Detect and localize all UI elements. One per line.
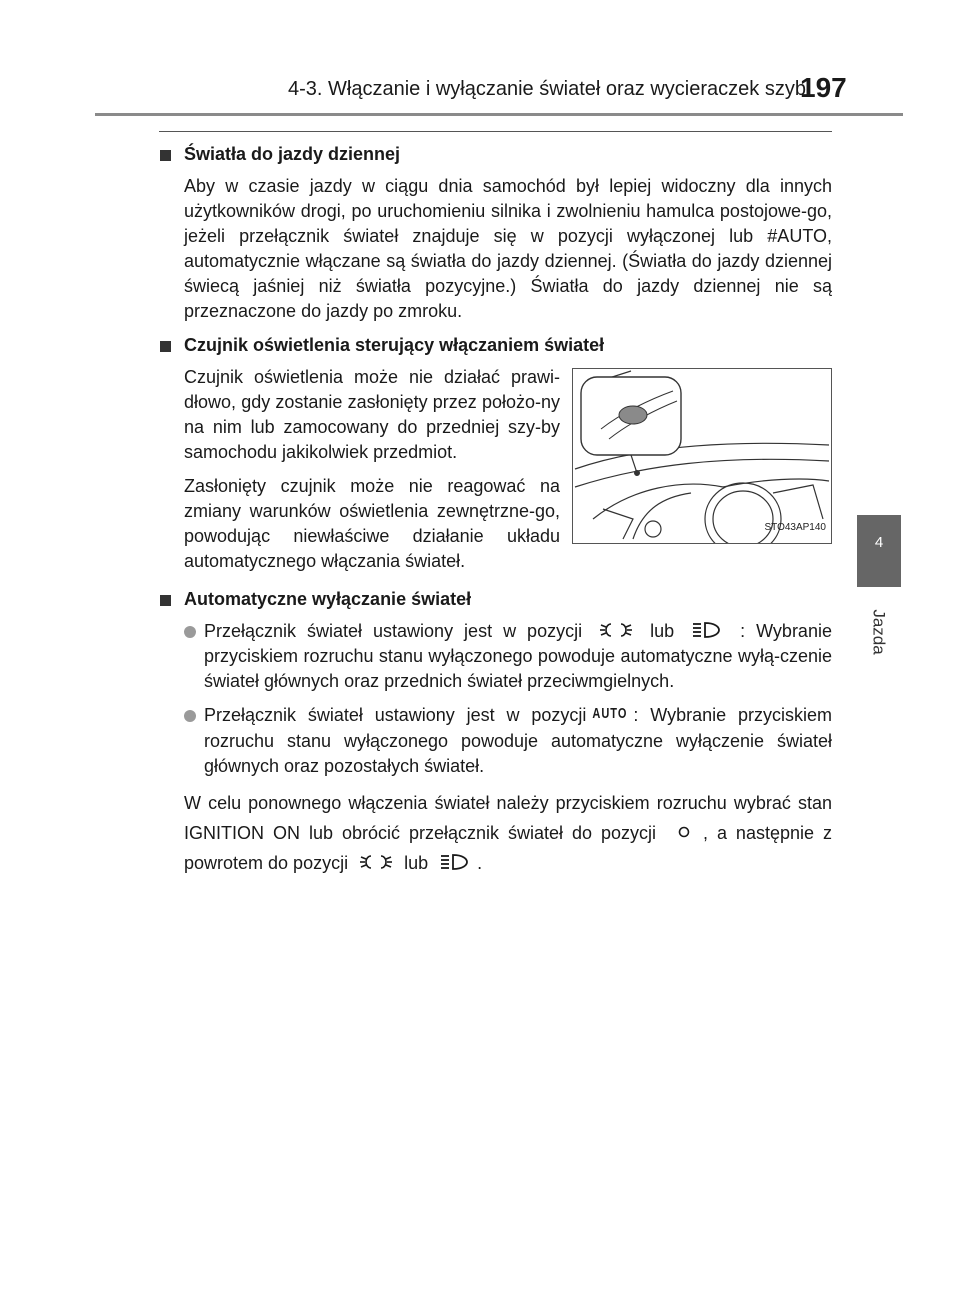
reactivation-text-or: lub xyxy=(404,852,429,873)
bullet-1-text-or: lub xyxy=(650,621,675,641)
tail-light-icon xyxy=(359,852,393,872)
bullet-2-text-end: : Wybranie przyciskiem rozruchu stanu wyłączonego powoduje automatyczne wyłączenie świateł głównych oraz pozostałych świateł. xyxy=(204,705,832,776)
sensor-text xyxy=(184,365,560,583)
round-bullet-icon xyxy=(184,710,196,722)
section-heading-auto-off xyxy=(160,587,832,612)
reactivation-text-start: W celu ponownego włączenia świateł należy przyciskiem rozruchu wybrać stan IGNITION ON lub obrócić przełącznik świateł do pozycji xyxy=(184,792,832,843)
chapter-title: 4-3. Włączanie i wyłączanie świateł oraz wycieraczek szyb xyxy=(288,78,806,100)
page-number: 197 xyxy=(800,72,847,103)
bullet-2-text-start: Przełącznik świateł ustawiony jest w pozycji xyxy=(204,705,587,725)
reactivation-text-mid: , a następnie z powrotem do pozycji xyxy=(184,822,832,873)
section-heading-sensor-text: Czujnik oświetlenia sterujący włączaniem świateł xyxy=(184,335,605,355)
sensor-block xyxy=(184,365,832,583)
sensor-illustration xyxy=(572,368,832,544)
off-circle-icon xyxy=(671,822,697,842)
square-bullet-icon xyxy=(160,150,171,161)
figure-code: STO43AP140 xyxy=(764,522,826,533)
auto-position-icon: AUTO xyxy=(592,705,628,722)
chapter-tab[interactable]: 4 xyxy=(857,515,901,587)
section-heading-drl-text: Światła do jazdy dziennej xyxy=(184,144,401,164)
auto-off-bullet-2 xyxy=(184,703,832,779)
round-bullet-icon xyxy=(184,626,196,638)
chapter-tab-label-text: Jazda xyxy=(870,609,889,655)
sensor-paragraph-1: Czujnik oświetlenia może nie działać prawi-dłowo, gdy zostanie zasłonięty przez położo-ny na nim lub zamocowany do przedniej szy-by samochodu jakikolwiek przedmiot. xyxy=(184,367,560,462)
auto-off-bullet-1 xyxy=(184,619,832,694)
chapter-tab-label xyxy=(857,592,901,672)
section-divider xyxy=(159,131,832,132)
reactivation-paragraph xyxy=(184,788,832,878)
section-heading-sensor xyxy=(160,333,832,358)
square-bullet-icon xyxy=(160,595,171,606)
headlight-icon xyxy=(691,620,723,640)
header-divider xyxy=(95,113,903,116)
square-bullet-icon xyxy=(160,341,171,352)
section-heading-drl xyxy=(160,142,832,167)
tail-light-icon xyxy=(599,620,633,640)
drl-paragraph: Aby w czasie jazdy w ciągu dnia samochód był lepiej widoczny dla innych użytkowników drogi, po uruchomieniu silnika i zwolnieniu hamulca postojowe-go, jeżeli przełącznik świateł znajduje się w pozycji wyłączonej lub #AUTO, automatycznie włączane są światła do jazdy dziennej. (Światła do jazdy dziennej świecą jaśniej niż światła pozycyjne.) Światła do jazdy dziennej nie są przeznaczone do jazdy po zmroku. xyxy=(184,176,832,321)
reactivation-text-end: . xyxy=(477,852,483,873)
headlight-icon xyxy=(439,852,471,872)
sensor-paragraph-2: Zasłonięty czujnik może nie reagować na zmiany warunków oświetlenia zewnętrzne-go, powodując niewłaściwe działanie układu automatycznego włączania świateł. xyxy=(184,476,560,571)
section-heading-auto-off-text: Automatyczne wyłączanie świateł xyxy=(184,589,472,609)
bullet-1-text-start: Przełącznik świateł ustawiony jest w pozycji xyxy=(204,621,583,641)
page-content xyxy=(160,142,832,878)
light-sensor-icon xyxy=(619,406,647,424)
bullet-1-text-end: : Wybranie przyciskiem rozruchu stanu wyłączonego powoduje automatyczne wyłą-czenie świateł głównych oraz przednich świateł przeciwmgielnych. xyxy=(204,621,832,691)
